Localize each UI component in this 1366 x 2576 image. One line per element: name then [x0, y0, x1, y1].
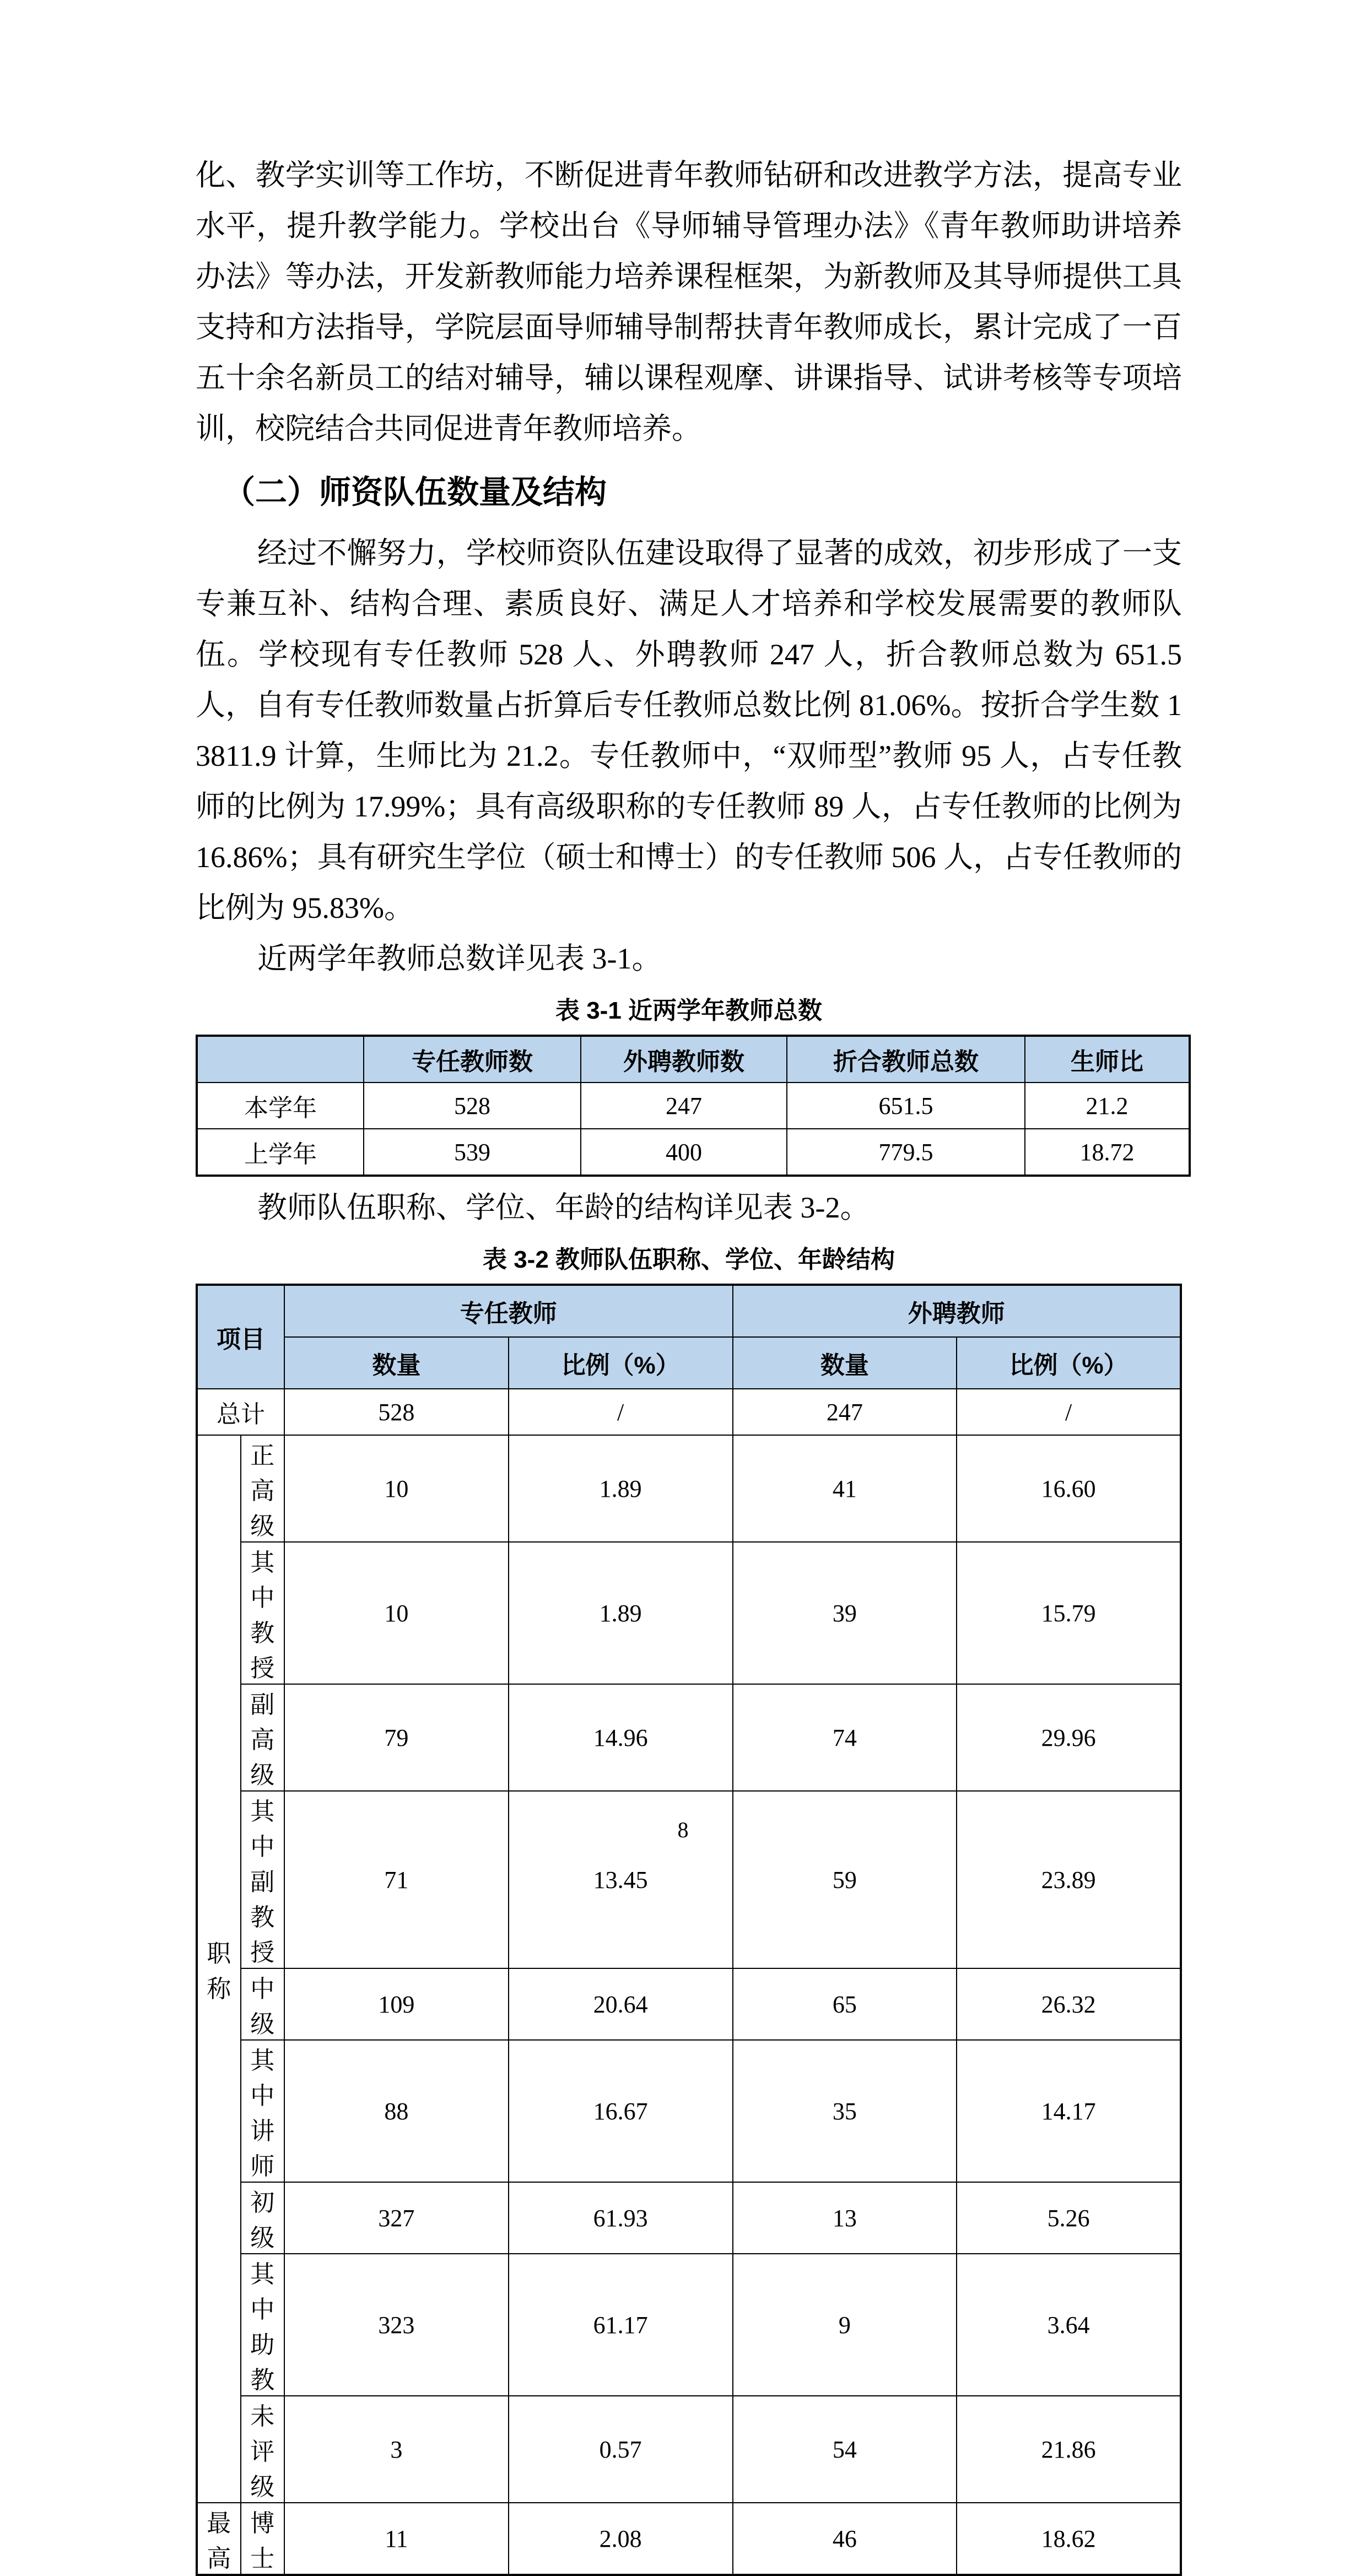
table-row: [197, 1129, 1190, 1176]
table-3-2-header-group-waipin: 外聘教师: [733, 1285, 1181, 1337]
table-3-1-cell-zhuanren: 528: [364, 1083, 581, 1129]
table-3-2-header-group-zhuanren: 专任教师: [284, 1285, 733, 1337]
table-3-2-cell-count-waipin: 39: [733, 1542, 957, 1684]
table-row: [197, 1083, 1190, 1129]
table-3-2-cell-count-waipin: 247: [733, 1389, 957, 1435]
table-3-2-group-label-zuigao: 最高: [197, 2503, 241, 2575]
table-row-header-group: [197, 1285, 1181, 1337]
table-3-1-header-waipin: 外聘教师数: [581, 1036, 787, 1083]
table-row-total: [197, 1389, 1181, 1435]
table-3-2-cell-count-waipin: 46: [733, 2503, 957, 2575]
table-row: [197, 2040, 1181, 2182]
table-3-2-header-ratio-waipin: 比例（%）: [957, 1337, 1181, 1389]
table-3-2-row-label: 未评级: [241, 2396, 285, 2503]
table-3-2-cell-count-zhuanren: 528: [284, 1389, 509, 1435]
table-3-1-header-zhuanren: 专任教师数: [364, 1036, 581, 1083]
table-3-2: [196, 1284, 1182, 2576]
section-heading: （二）师资队伍数量及结构: [223, 474, 607, 510]
table-3-2-cell-ratio-zhuanren: 61.17: [509, 2254, 733, 2396]
spacer: [196, 1177, 1182, 1182]
table-3-2-cell-count-waipin: 41: [733, 1435, 957, 1542]
page-content: [196, 150, 1182, 2576]
table-3-2-cell-ratio-zhuanren: 14.96: [509, 1684, 733, 1791]
table-3-2-cell-ratio-waipin: 29.96: [957, 1684, 1181, 1791]
table-3-2-cell-ratio-waipin: 16.60: [957, 1435, 1181, 1542]
table-3-1-caption: 表 3-1 近两学年教师总数: [555, 997, 823, 1024]
table-3-2-row-label: 初级: [241, 2182, 285, 2254]
table-3-2-cell-ratio-zhuanren: 61.93: [509, 2182, 733, 2254]
table-3-2-row-label: 其中教授: [241, 1542, 285, 1684]
table-3-2-row-label: 其中副教授: [241, 1791, 285, 1968]
table-row: [197, 2503, 1181, 2575]
table-3-2-cell-count-waipin: 54: [733, 2396, 957, 2503]
table-3-1-header-blank: [197, 1036, 364, 1083]
table-3-1-header-zhehe: 折合教师总数: [787, 1036, 1025, 1083]
table-3-2-cell-ratio-zhuanren: 1.89: [509, 1435, 733, 1542]
table-3-2-cell-ratio-zhuanren: 0.57: [509, 2396, 733, 2503]
paragraph-continued: 化、教学实训等工作坊，不断促进青年教师钻研和改进教学方法，提高专业水平，提升教学能力。学校出台《导师辅导管理办法》《青年教师助讲培养办法》等办法，开发新教师能力培养课程框架，为新教师及其导师提供工具支持和方法指导，学院层面导师辅导制帮扶青年教师成长，累计完成了一百五十余名新员工的结对辅导，辅以课程观摩、讲课指导、试讲考核等专项培训，校院结合共同促进青年教师培养。: [196, 159, 1182, 445]
table-3-1-row-label: 本学年: [197, 1083, 364, 1129]
table-row: [197, 1435, 1181, 1542]
table-3-2-cell-ratio-waipin: 18.62: [957, 2503, 1181, 2575]
table-row: [197, 2182, 1181, 2254]
table-3-2-row-label: 其中助教: [241, 2254, 285, 2396]
table-3-2-cell-ratio-zhuanren: 16.67: [509, 2040, 733, 2182]
table-3-2-group-label-zhicheng: 职称: [197, 1435, 241, 2503]
paragraph-see-table-3-1: 近两学年教师总数详见表 3-1。: [257, 942, 662, 975]
table-3-2-cell-ratio-waipin: 5.26: [957, 2182, 1181, 2254]
table-row: [197, 1542, 1181, 1684]
table-3-2-cell-count-zhuanren: 11: [284, 2503, 509, 2575]
table-3-2-cell-count-zhuanren: 10: [284, 1435, 509, 1542]
table-3-2-cell-ratio-waipin: 21.86: [957, 2396, 1181, 2503]
table-3-1-cell-shengshibi: 21.2: [1025, 1083, 1190, 1129]
table-3-2-header-ratio-zhuanren: 比例（%）: [509, 1337, 733, 1389]
table-3-2-cell-count-waipin: 35: [733, 2040, 957, 2182]
table-3-2-cell-ratio-waipin: 15.79: [957, 1542, 1181, 1684]
table-3-2-header-count-zhuanren: 数量: [284, 1337, 509, 1389]
table-3-2-cell-ratio-zhuanren: 2.08: [509, 2503, 733, 2575]
table-3-1: [196, 1035, 1191, 1177]
table-3-2-cell-ratio-waipin: 3.64: [957, 2254, 1181, 2396]
table-3-2-cell-ratio-zhuanren: /: [509, 1389, 733, 1435]
table-3-2-cell-ratio-waipin: /: [957, 1389, 1181, 1435]
table-3-2-cell-ratio-waipin: 23.89: [957, 1791, 1181, 1968]
table-3-1-row-label: 上学年: [197, 1129, 364, 1176]
table-3-2-cell-count-waipin: 13: [733, 2182, 957, 2254]
table-3-2-cell-count-zhuanren: 327: [284, 2182, 509, 2254]
table-3-2-row-label: 中级: [241, 1968, 285, 2040]
table-3-2-cell-count-waipin: 59: [733, 1791, 957, 1968]
table-3-2-cell-count-zhuanren: 109: [284, 1968, 509, 2040]
table-3-1-cell-shengshibi: 18.72: [1025, 1129, 1190, 1176]
table-row: [197, 2254, 1181, 2396]
table-3-2-cell-count-waipin: 74: [733, 1684, 957, 1791]
table-3-2-caption: 表 3-2 教师队伍职称、学位、年龄结构: [482, 1246, 895, 1273]
table-3-1-cell-waipin: 247: [581, 1083, 787, 1129]
table-3-2-cell-ratio-zhuanren: 13.45: [509, 1791, 733, 1968]
table-row: [197, 1968, 1181, 2040]
table-3-2-cell-count-zhuanren: 71: [284, 1791, 509, 1968]
table-3-1-cell-zhuanren: 539: [364, 1129, 581, 1176]
table-3-2-row-label: 正高级: [241, 1435, 285, 1542]
table-3-2-cell-ratio-zhuanren: 20.64: [509, 1968, 733, 2040]
table-row-header-sub: [197, 1337, 1181, 1389]
table-3-2-header-count-waipin: 数量: [733, 1337, 957, 1389]
table-3-1-cell-zhehe: 651.5: [787, 1083, 1025, 1129]
paragraph-see-table-3-2: 教师队伍职称、学位、年龄的结构详见表 3-2。: [257, 1191, 870, 1224]
table-3-2-cell-count-waipin: 65: [733, 1968, 957, 2040]
table-3-2-cell-ratio-zhuanren: 1.89: [509, 1542, 733, 1684]
table-3-1-cell-waipin: 400: [581, 1129, 787, 1176]
table-3-2-cell-ratio-waipin: 14.17: [957, 2040, 1181, 2182]
table-3-2-cell-count-waipin: 9: [733, 2254, 957, 2396]
paragraph-faculty-overview: 经过不懈努力，学校师资队伍建设取得了显著的成效，初步形成了一支专兼互补、结构合理、素质良好、满足人才培养和学校发展需要的教师队伍。学校现有专任教师 528 人、外聘教师 247 人，折合教师总数为 651.5 人，自有专任教师数量占折算后专任教师总数比例 81.06%。按折合学生数 13811.9 计算，生师比为 21.2。专任教师中，“双师型”教师 95 人，占专任教师的比例为 17.99%；具有高级职称的专任教师 89 人，占专任教师的比例为 16.86%；具有研究生学位（硕士和博士）的专任教师 506 人，占专任教师的比例为 95.83%。: [196, 537, 1182, 924]
table-3-2-cell-count-zhuanren: 323: [284, 2254, 509, 2396]
table-3-2-row-label: 副高级: [241, 1684, 285, 1791]
page-number: 8: [677, 1817, 689, 1842]
table-3-2-row-label: 博士: [241, 2503, 285, 2575]
table-3-2-cell-count-zhuanren: 79: [284, 1684, 509, 1791]
table-3-2-cell-count-zhuanren: 10: [284, 1542, 509, 1684]
table-3-2-cell-count-zhuanren: 88: [284, 2040, 509, 2182]
table-row: [197, 2396, 1181, 2503]
table-3-2-cell-ratio-waipin: 26.32: [957, 1968, 1181, 2040]
table-3-2-header-item: 项目: [197, 1285, 284, 1389]
table-3-2-row-label-total: 总计: [197, 1389, 284, 1435]
table-3-1-cell-zhehe: 779.5: [787, 1129, 1025, 1176]
table-row: [197, 1684, 1181, 1791]
table-3-2-row-label: 其中讲师: [241, 2040, 285, 2182]
table-3-1-header-shengshibi: 生师比: [1025, 1036, 1190, 1083]
table-3-2-cell-count-zhuanren: 3: [284, 2396, 509, 2503]
table-row-header: [197, 1036, 1190, 1083]
